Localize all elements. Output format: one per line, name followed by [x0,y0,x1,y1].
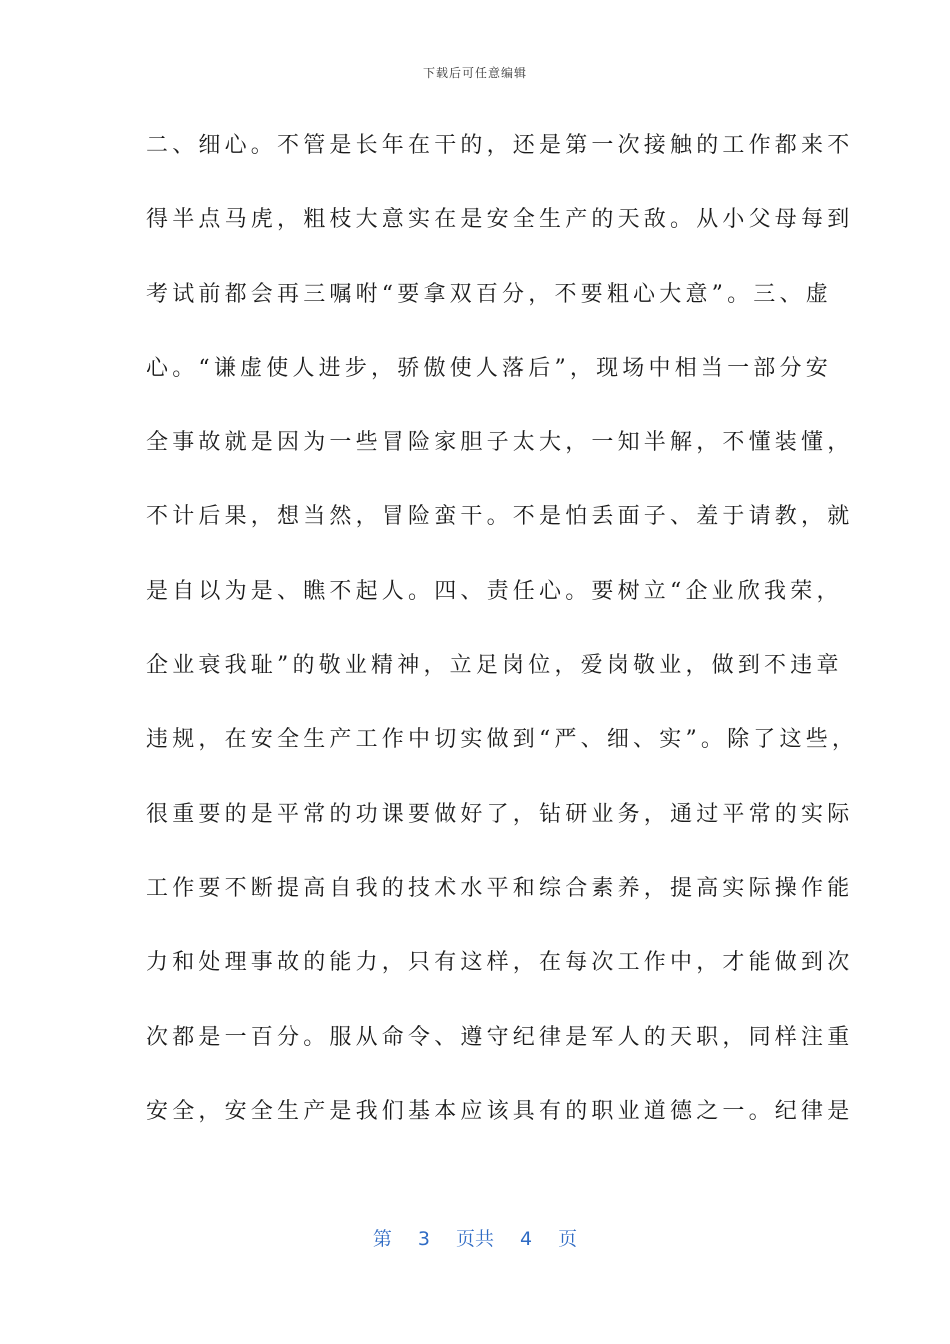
text-line: 得半点马虎，粗枝大意实在是安全生产的天敌。从小父母每到 [146,207,854,233]
footer-prefix: 第 [372,1228,392,1250]
text-line: 工作要不断提高自我的技术水平和综合素养，提高实际操作能 [146,875,854,901]
text-line: 次都是一百分。服从命令、遵守纪律是军人的天职，同样注重 [146,1024,854,1050]
text-line: 是自以为是、瞧不起人。四、责任心。要树立“企业欣我荣， [146,578,843,604]
text-line: 不计后果，想当然，冒险蛮干。不是怕丢面子、羞于请教，就 [146,504,854,530]
text-line: 力和处理事故的能力，只有这样，在每次工作中，才能做到次 [146,950,854,976]
total-pages-number: 4 [520,1228,533,1250]
text-line: 很重要的是平常的功课要做好了，钻研业务，通过平常的实际 [146,801,854,827]
text-line: 考试前都会再三嘱咐“要拿双百分，不要粗心大意”。三、虚 [146,281,832,307]
text-line: 全事故就是因为一些冒险家胆子太大，一知半解，不懂装懂， [146,430,854,456]
footer-suffix: 页 [558,1228,578,1250]
text-line: 违规，在安全生产工作中切实做到“严、细、实”。除了这些， [146,727,859,753]
page-number-footer [0,1224,950,1251]
current-page-number: 3 [417,1228,430,1250]
page-header-note: 下载后可任意编辑 [422,66,527,80]
document-body [146,126,859,1166]
text-line: 安全，安全生产是我们基本应该具有的职业道德之一。纪律是 [146,1098,854,1124]
text-line: 心。“谦虚使人进步，骄傲使人落后”，现场中相当一部分安 [146,355,832,381]
text-line: 企业衰我耻”的敬业精神，立足岗位，爱岗敬业，做到不违章 [146,653,843,679]
text-line: 二、细心。不管是长年在干的，还是第一次接触的工作都来不 [146,133,854,158]
footer-middle: 页共 [455,1228,494,1250]
